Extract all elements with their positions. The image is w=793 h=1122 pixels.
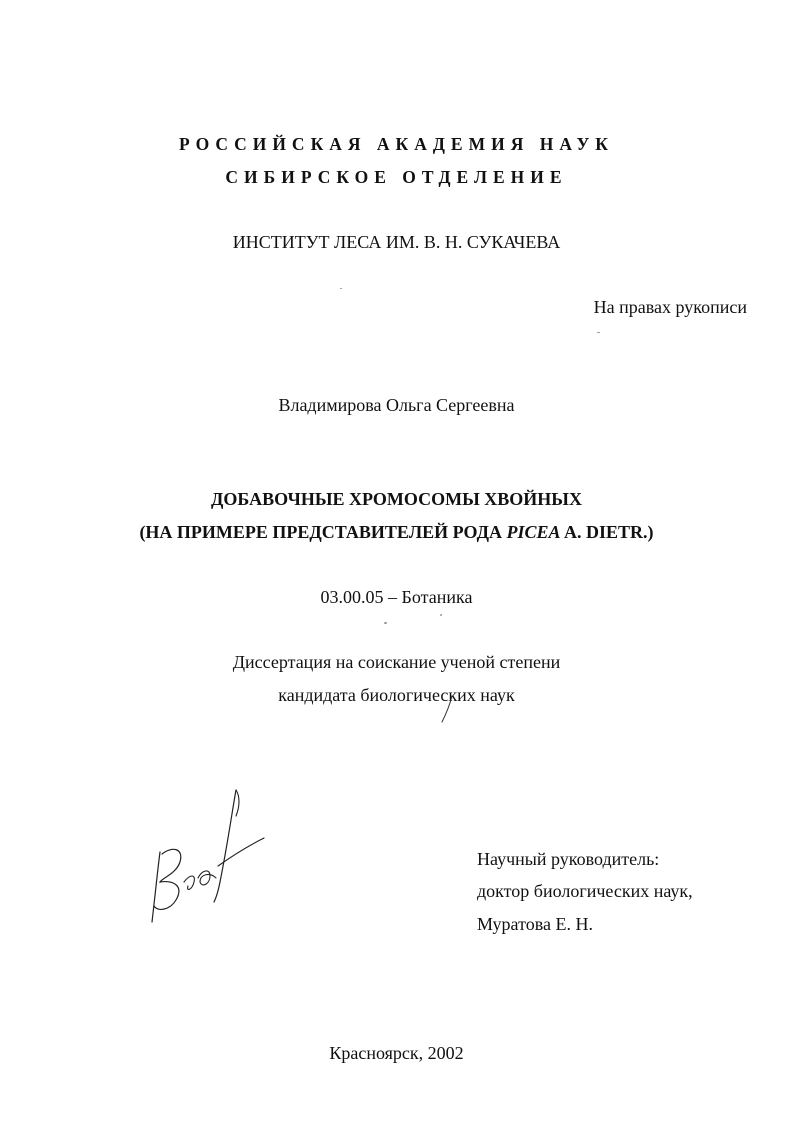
academy-name: РОССИЙСКАЯ АКАДЕМИЯ НАУК (179, 134, 614, 154)
rights-note: На правах рукописи (593, 297, 747, 317)
dissertation-title-line2 (0, 521, 793, 543)
branch-name: СИБИРСКОЕ ОТДЕЛЕНИЕ (225, 167, 568, 187)
author-name: Владимирова Ольга Сергеевна (278, 395, 515, 415)
scan-speck (440, 614, 442, 616)
supervisor-degree: доктор биологических наук, (477, 881, 693, 901)
dissertation-title-line1: ДОБАВОЧНЫЕ ХРОМОСОМЫ ХВОЙНЫХ (211, 489, 582, 509)
handwritten-tick (438, 694, 458, 724)
degree-line2: кандидата биологических наук (278, 685, 515, 705)
supervisor-label: Научный руководитель: (477, 849, 660, 869)
scan-speck (384, 622, 387, 624)
title-suffix: A. DIETR.) (560, 522, 654, 542)
scan-speck (597, 332, 600, 333)
specialty-code: 03.00.05 – Ботаника (320, 587, 473, 607)
title-genus: PICEA (506, 522, 561, 542)
supervisor-name: Муратова Е. Н. (477, 914, 593, 934)
scan-speck (340, 288, 342, 289)
degree-line1: Диссертация на соискание ученой степени (232, 652, 561, 672)
title-prefix: (НА ПРИМЕРЕ ПРЕДСТАВИТЕЛЕЙ РОДА (139, 522, 507, 542)
city-year: Красноярск, 2002 (329, 1043, 464, 1063)
signature-image (140, 782, 270, 932)
institute-name: ИНСТИТУТ ЛЕСА ИМ. В. Н. СУКАЧЕВА (232, 232, 561, 252)
